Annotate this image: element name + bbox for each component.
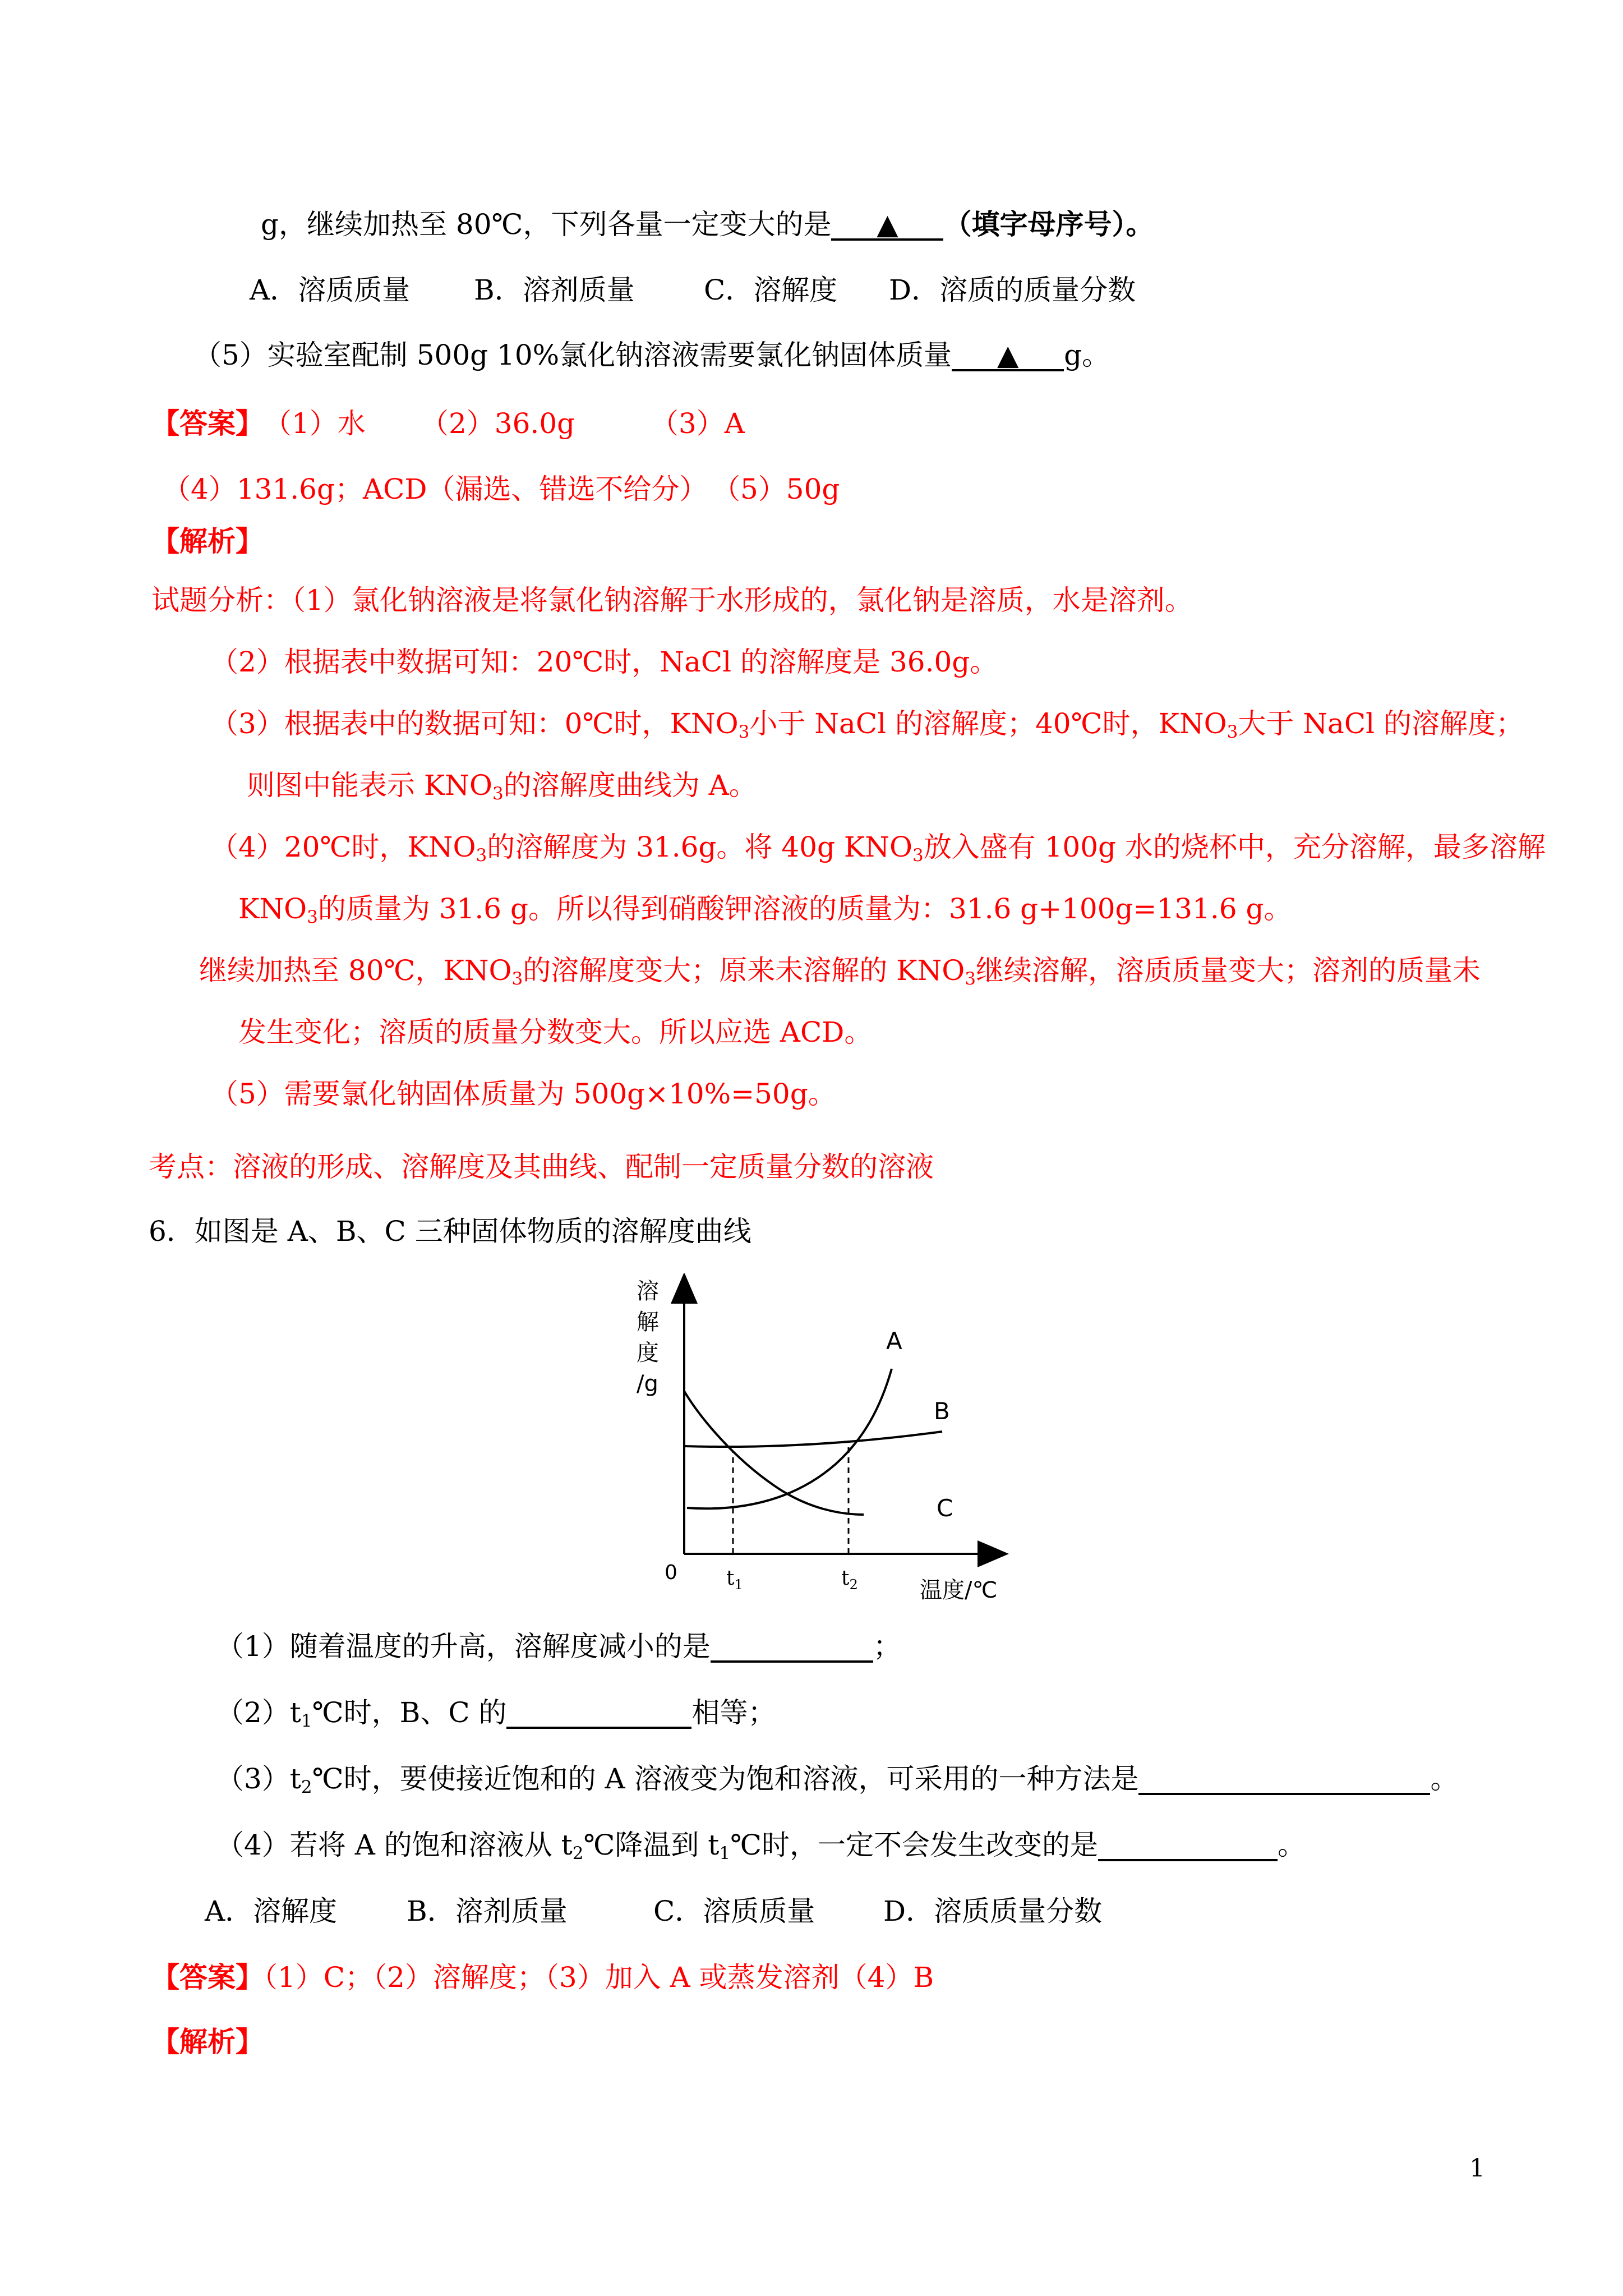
curve-c [684, 1391, 864, 1515]
q6-q3-blank[interactable] [1138, 1765, 1430, 1795]
answer1-line2 [163, 475, 840, 503]
q5-option-d: D．溶质的质量分数 [889, 274, 1136, 306]
analysis1-kaodian: 考点：溶液的形成、溶解度及其曲线、配制一定质量分数的溶液 [149, 1151, 934, 1183]
q6-q2-blank[interactable] [506, 1699, 691, 1729]
analysis1-label: 【解析】 [151, 524, 264, 558]
q6-title: 6．如图是 A、B、C 三种固体物质的溶解度曲线 [149, 1215, 751, 1248]
x-tick-t2: $t_2$ [841, 1567, 858, 1593]
q6-option-c: C．溶质质量 [653, 1895, 815, 1927]
y-label-char-4: /g [637, 1371, 658, 1397]
answer1-a1: （1）水 [264, 407, 366, 440]
q5-option-c: C．溶解度 [704, 274, 838, 306]
page-number: 1 [1469, 2154, 1485, 2183]
answer2-label: 【答案】 [151, 1961, 264, 1994]
q5-line4-blank: ▲ [831, 210, 943, 241]
q5-options [250, 276, 1136, 304]
y-label-char-3: 度 [637, 1340, 659, 1366]
x-tick-t1: $t_1$ [726, 1567, 743, 1593]
analysis1-l4: 则图中能表示 $KNO_3$的溶解度曲线为 A。 [247, 769, 757, 804]
q5-line4-text: g，继续加热至 80℃，下列各量一定变大的是 [261, 208, 832, 241]
q6-q1: （1）随着温度的升高，溶解度减小的是 ； [216, 1630, 901, 1663]
q6-q4: （4）若将 A 的饱和溶液从 $t_2℃$降温到 $t_1℃$时，一定不会发生改变的是 。 [216, 1829, 1306, 1864]
solubility-chart [623, 1273, 1015, 1610]
series-label-c: C [937, 1494, 953, 1522]
q5-option-b: B．溶剂质量 [474, 274, 635, 306]
q6-option-b: B．溶剂质量 [407, 1895, 568, 1927]
analysis1-l2: （2）根据表中数据可知：20℃时，NaCl 的溶解度是 36.0g。 [210, 646, 998, 678]
series-label-a: A [886, 1327, 902, 1355]
curve-a [687, 1369, 892, 1508]
analysis2-label: 【解析】 [151, 2025, 264, 2058]
q6-q3: $(3)t_2℃$时，要使接近饱和的 A 溶液变为饱和溶液，可采用的一种方法是 。 [216, 1763, 1459, 1797]
analysis1-l3: （3）根据表中的数据可知：0℃时，$KNO_3$小于 NaCl 的溶解度；40℃时，$KNO_3$大于 NaCl 的溶解度； [210, 707, 1524, 742]
analysis1-l1: 试题分析：（1）氯化钠溶液是将氯化钠溶解于水形成的，氯化钠是溶质，水是溶剂。 [151, 584, 1193, 616]
curve-b [684, 1432, 942, 1447]
answer1-a2: （2）36.0g [421, 407, 575, 440]
q5-line5-blank: ▲ [952, 341, 1064, 371]
q6-q2: $(2)t_1℃$时，B、C 的 相等； [216, 1696, 776, 1731]
answer1-a3: （3）A [651, 407, 745, 440]
q6-q1-blank[interactable] [711, 1632, 873, 1663]
q5-line5 [193, 341, 1110, 371]
analysis1-l8: 发生变化；溶质的质量分数变大。所以应选 ACD。 [238, 1016, 873, 1048]
q6-option-d: D．溶质质量分数 [883, 1895, 1103, 1927]
series-label-b: B [934, 1397, 950, 1425]
analysis1-l6: $KNO_3$的质量为 31.6 g。所以得到硝酸钾溶液的质量为：31.6 g+100g=131.6 g。 [238, 892, 1292, 927]
analysis1-l5: （4）20℃时，$KNO_3$的溶解度为 31.6g。将 40g $KNO_3$放入盛有 100g 水的烧杯中，充分溶解，最多溶解 [210, 831, 1546, 866]
answer1-line1 [151, 409, 745, 438]
q6-q4-blank[interactable] [1098, 1831, 1278, 1861]
q5-line4 [261, 210, 1154, 241]
origin-label: 0 [665, 1561, 677, 1584]
answer1-a5: （5）50g [712, 473, 840, 505]
answer2-text: （1）C；（2）溶解度；（3）加入 A 或蒸发溶剂（4）B [264, 1961, 934, 1994]
y-label-char-1: 溶 [637, 1278, 659, 1304]
q6-options [205, 1897, 1102, 1925]
q5-line4-hint: （填字母序号）。 [943, 208, 1154, 241]
answer1-a4: （4）131.6g；ACD（漏选、错选不给分） [163, 473, 708, 505]
q5-line5-suffix: g。 [1064, 339, 1110, 371]
analysis1-l9: （5）需要氯化钠固体质量为 500g×10%=50g。 [210, 1078, 836, 1110]
q6-option-a: A．溶解度 [205, 1895, 338, 1927]
y-label-char-2: 解 [637, 1309, 659, 1335]
x-label: 温度/℃ [920, 1577, 998, 1603]
solubility-chart-svg [623, 1273, 1015, 1610]
analysis1-l7: 继续加热至 80℃，$KNO_3$的溶解度变大；原来未溶解的 $KNO_3$继续溶解，溶质质量变大；溶剂的质量未 [199, 954, 1481, 989]
q5-option-a: A．溶质质量 [250, 274, 411, 306]
answer1-label: 【答案】 [151, 407, 264, 440]
answer2-line [151, 1961, 934, 1994]
q5-line5-text: （5）实验室配制 500g 10%氯化钠溶液需要氯化钠固体质量 [193, 339, 952, 371]
